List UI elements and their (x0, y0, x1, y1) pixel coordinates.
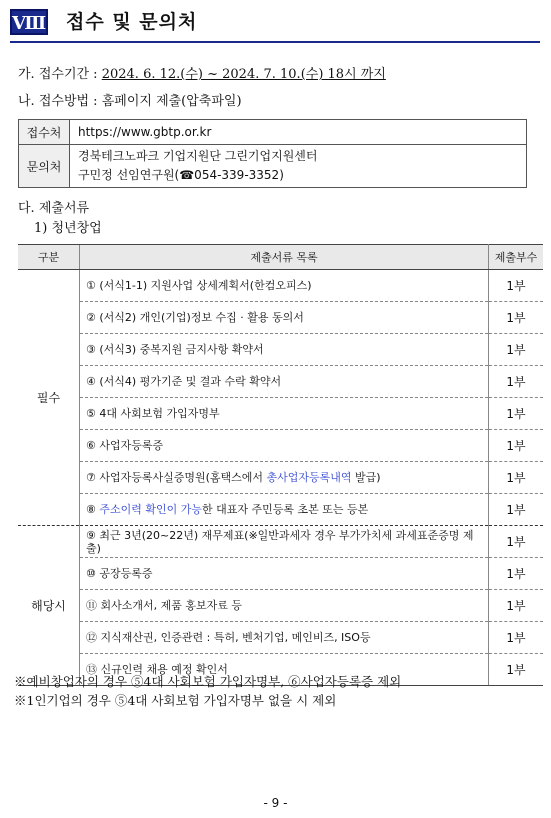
docs-heading: 다. 제출서류 (18, 201, 90, 216)
category-required: 필수 (18, 270, 80, 526)
note-single-person: ※1인기업의 경우 ⑤4대 사회보험 가입자명부 없을 시 제외 (14, 693, 337, 708)
reception-period-label: 가. 접수기간 : (18, 67, 98, 82)
doc-count: 1부 (489, 302, 544, 334)
table-row (18, 430, 543, 462)
table-row (18, 590, 543, 622)
doc-item: ③ (서식3) 중복지원 금지사항 확약서 (80, 334, 489, 366)
doc-count: 1부 (489, 398, 544, 430)
table-row (18, 302, 543, 334)
note-preliminary: ※예비창업자의 경우 ⑤4대 사회보험 가입자명부, ⑥사업자등록증 제외 (14, 674, 402, 689)
category-optional: 해당시 (18, 526, 80, 686)
reception-period (18, 66, 386, 84)
header-count: 제출부수 (489, 245, 544, 270)
doc-item-text: ⑦ 사업자등록사실증명원(홈택스에서 (86, 471, 267, 484)
doc-item: ① (서식1-1) 지원사업 상세계획서(한컴오피스) (80, 270, 489, 302)
doc-count: 1부 (489, 270, 544, 302)
inquiry-label: 문의처 (19, 145, 70, 188)
section-divider (10, 41, 540, 43)
table-header-row (18, 245, 543, 270)
doc-count: 1부 (489, 526, 544, 558)
doc-item: ⑨ 최근 3년(20~22년) 재무제표(※일반과세자 경우 부가가치세 과세표준증명 제출) (80, 526, 489, 558)
inquiry-org: 경북테크노파크 기업지원단 그린기업지원센터 (78, 149, 318, 163)
doc-item: ⑫ 지식재산권, 인증관련 : 특허, 벤처기업, 메인비즈, ISO등 (80, 622, 489, 654)
table-row (18, 270, 543, 302)
doc-count: 1부 (489, 334, 544, 366)
doc-count: 1부 (489, 622, 544, 654)
doc-item-text: 발급) (351, 471, 381, 484)
reception-period-value: 2024. 6. 12.(수) ~ 2024. 7. 10.(수) 18시 까지 (101, 67, 386, 82)
doc-item-highlight: 총사업자등록내역 (266, 471, 352, 484)
section-number: Ⅷ (10, 9, 48, 35)
doc-count: 1부 (489, 558, 544, 590)
docs-subheading: 1) 청년창업 (34, 221, 102, 236)
doc-item: ⑤ 4대 사회보험 가입자명부 (80, 398, 489, 430)
doc-count: 1부 (489, 430, 544, 462)
site-url-link[interactable]: https://www.gbtp.or.kr (70, 120, 527, 145)
doc-item-text: 한 대표자 주민등록 초본 또는 등본 (202, 503, 369, 516)
doc-item: ⑥ 사업자등록증 (80, 430, 489, 462)
table-row (18, 526, 543, 558)
contact-table (18, 119, 527, 188)
doc-item-text: ⑧ (86, 503, 100, 516)
doc-count: 1부 (489, 462, 544, 494)
section-title: 접수 및 문의처 (66, 11, 198, 33)
doc-count: 1부 (489, 366, 544, 398)
inquiry-person: 구민정 선임연구원(☎054-339-3352) (78, 168, 284, 182)
table-row (18, 398, 543, 430)
reception-method: 나. 접수방법 : 홈페이지 제출(압축파일) (18, 94, 242, 109)
doc-count: 1부 (489, 590, 544, 622)
doc-item-highlight: 주소이력 확인이 가능 (99, 503, 202, 516)
table-row (18, 366, 543, 398)
contact-row-site (19, 120, 527, 145)
header-category: 구분 (18, 245, 80, 270)
doc-item: ④ (서식4) 평가기준 및 결과 수락 확약서 (80, 366, 489, 398)
table-row (18, 334, 543, 366)
doc-item (80, 494, 489, 526)
doc-item: ② (서식2) 개인(기업)정보 수집 · 활용 동의서 (80, 302, 489, 334)
page-number: - 9 - (263, 796, 288, 810)
doc-item: ⑪ 회사소개서, 제품 홍보자료 등 (80, 590, 489, 622)
doc-item: ⑬ 신규인력 채용 예정 확인서 (80, 654, 489, 686)
table-row (18, 558, 543, 590)
site-label: 접수처 (19, 120, 70, 145)
documents-table (18, 244, 543, 686)
inquiry-value (70, 145, 527, 188)
doc-count: 1부 (489, 494, 544, 526)
table-row (18, 622, 543, 654)
table-row (18, 494, 543, 526)
doc-item: ⑩ 공장등록증 (80, 558, 489, 590)
contact-row-inquiry (19, 145, 527, 188)
table-row (18, 462, 543, 494)
doc-count: 1부 (489, 654, 544, 686)
header-documents: 제출서류 목록 (80, 245, 489, 270)
doc-item (80, 462, 489, 494)
